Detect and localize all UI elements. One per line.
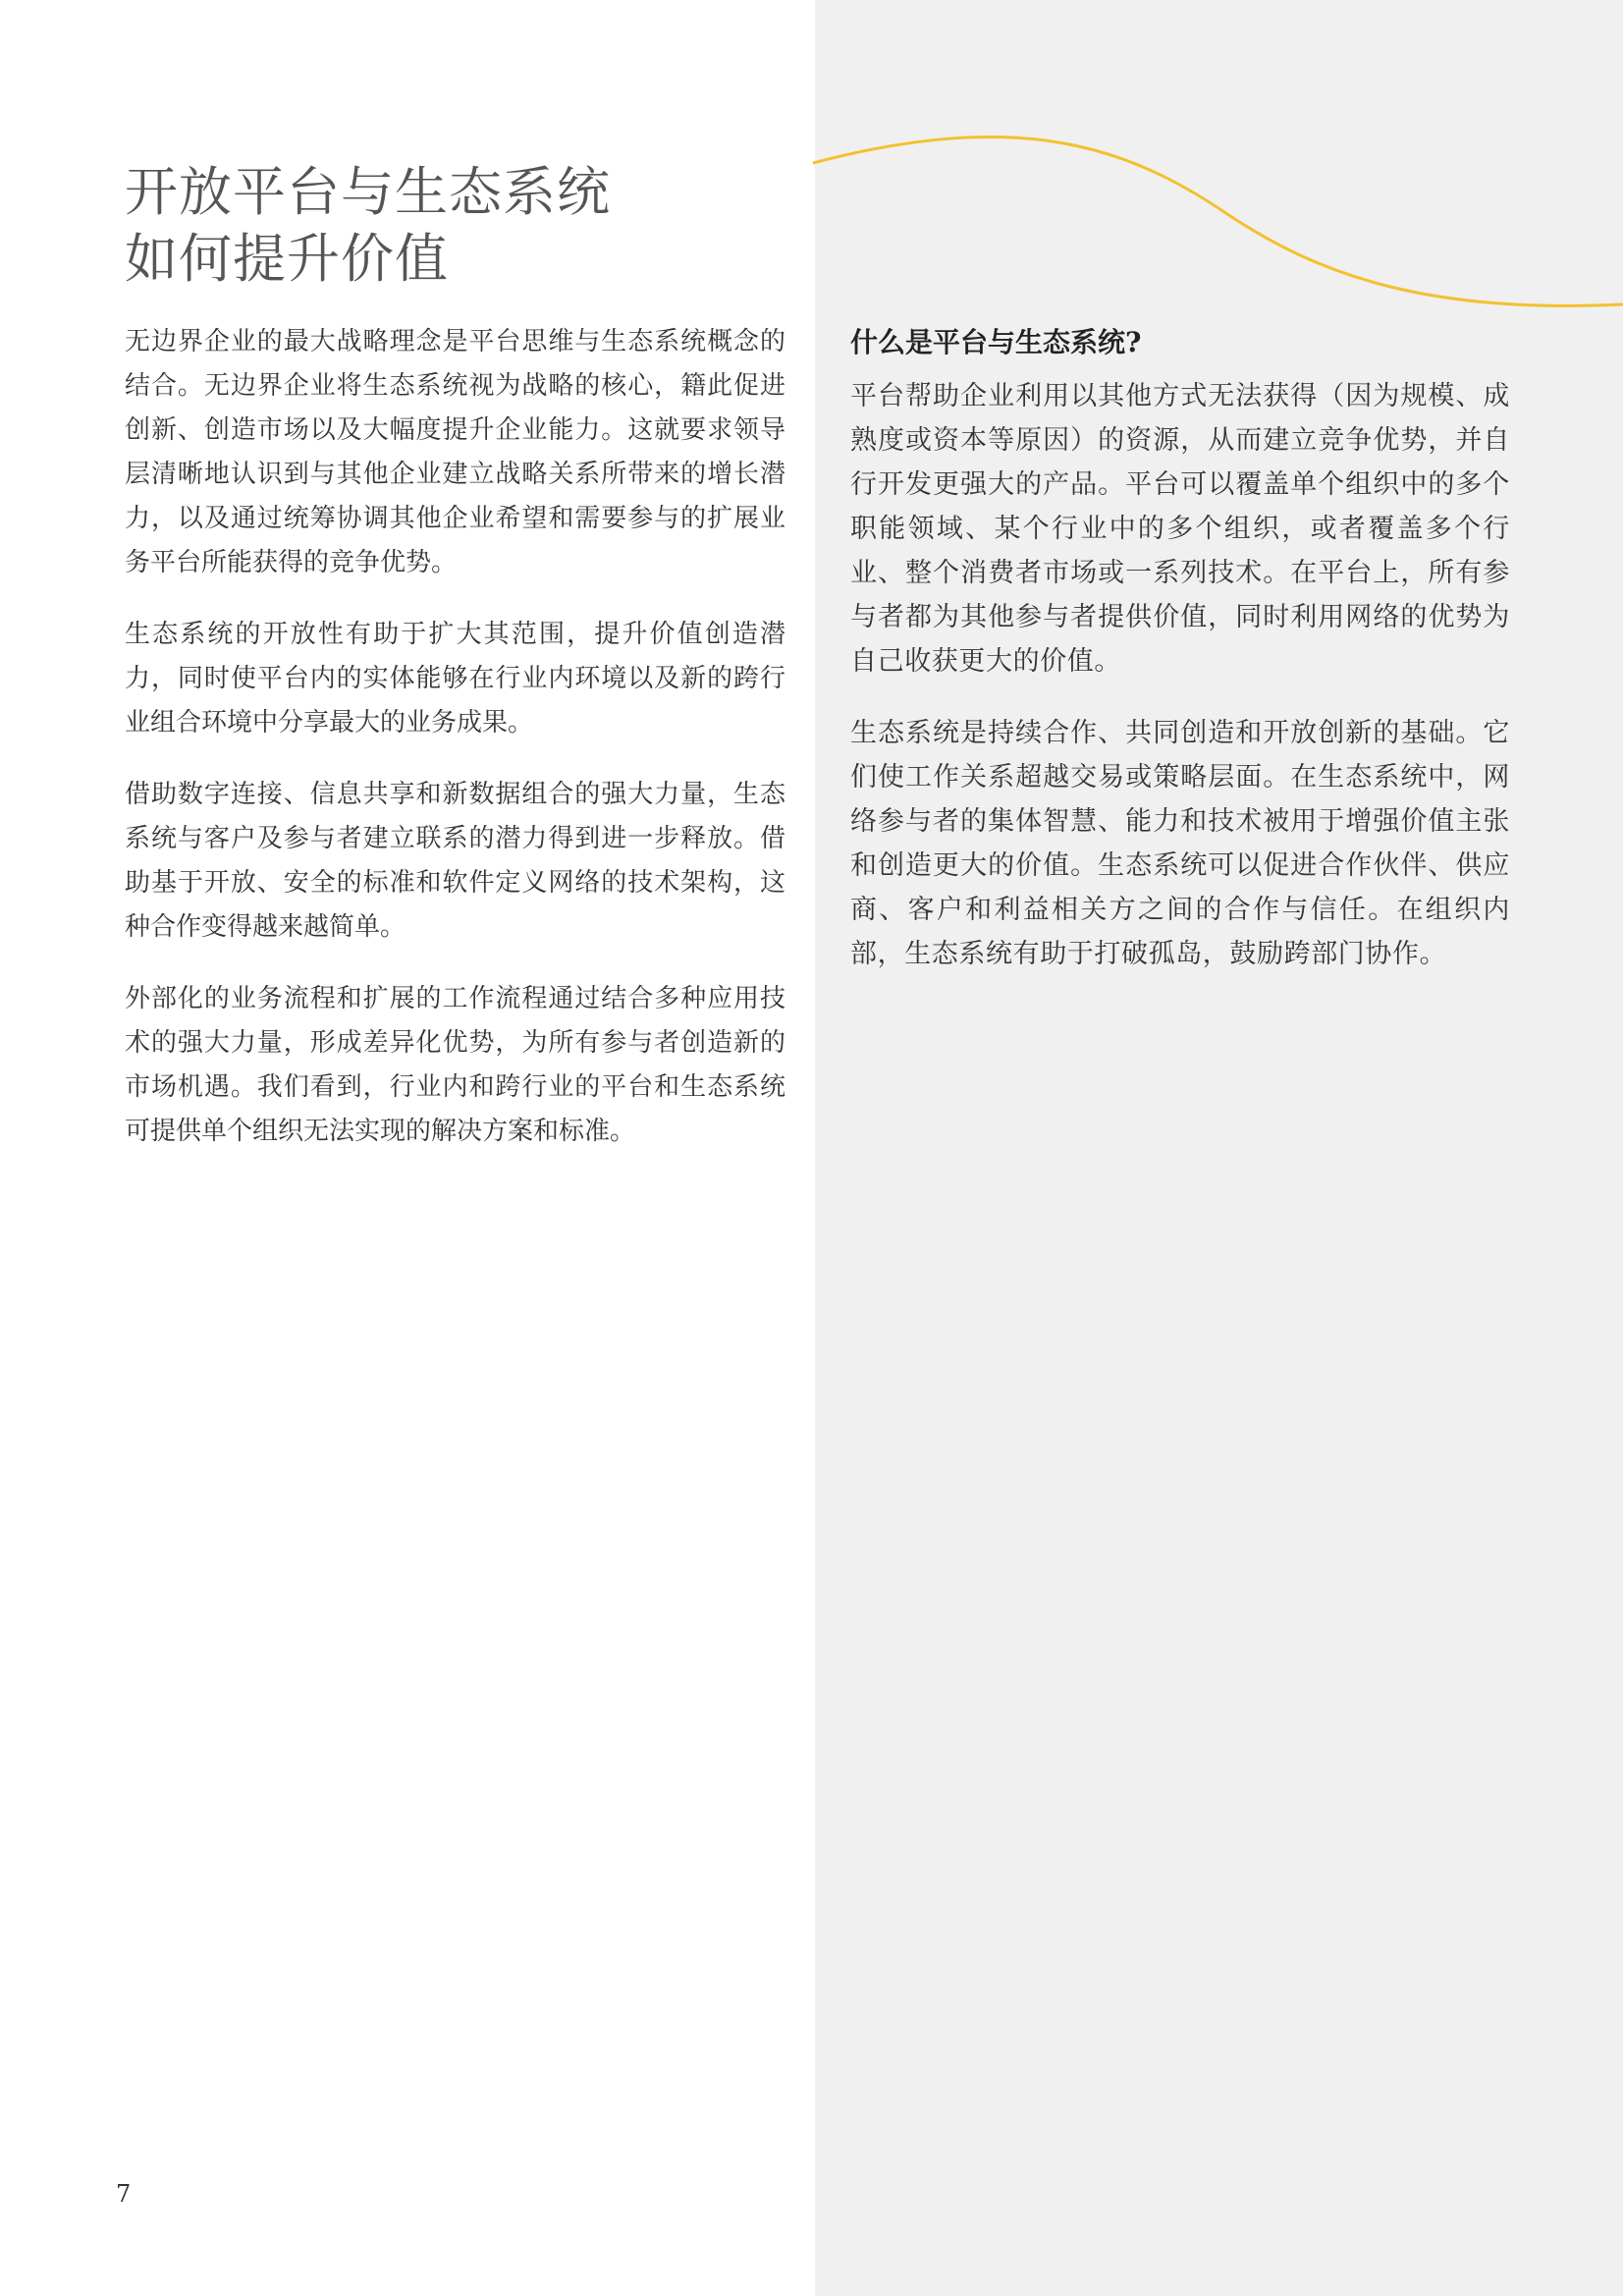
left-paragraph-3: 借助数字连接、信息共享和新数据组合的强大力量，生态系统与客户及参与者建立联系的潜力得到进一步释放。借助基于开放、安全的标准和软件定义网络的技术架构，这种合作变得越来越简单。 xyxy=(125,780,785,942)
left-paragraph-1: 无边界企业的最大战略理念是平台思维与生态系统概念的结合。无边界企业将生态系统视为战略的核心，籍此促进创新、创造市场以及大幅度提升企业能力。这就要求领导层清晰地认识到与其他企业建立战略关系所带来的增长潜力，以及通过统筹协调其他企业希望和需要参与的扩展业务平台所能获得的竞争优势。 xyxy=(125,327,785,577)
page-title-line-2: 如何提升价值 xyxy=(125,228,449,290)
decorative-wave-curve xyxy=(805,128,1623,324)
sidebar-paragraph-2: 生态系统是持续合作、共同创造和开放创新的基础。它们使工作关系超越交易或策略层面。在生态系统中，网络参与者的集体智慧、能力和技术被用于增强价值主张和创造更大的价值。生态系统可以促进合作伙伴、供应商、客户和利益相关方之间的合作与信任。在组织内部，生态系统有助于打破孤岛，鼓励跨部门协作。 xyxy=(850,718,1510,969)
left-paragraph-4: 外部化的业务流程和扩展的工作流程通过结合多种应用技术的强大力量，形成差异化优势，为所有参与者创造新的市场机遇。我们看到，行业内和跨行业的平台和生态系统可提供单个组织无法实现的解决方案和标准。 xyxy=(125,984,785,1146)
sidebar-heading: 什么是平台与生态系统? xyxy=(850,326,1142,358)
page-number: 7 xyxy=(116,2180,132,2208)
right-column-sidebar xyxy=(850,320,1510,1004)
left-paragraph-2: 生态系统的开放性有助于扩大其范围，提升价值创造潜力，同时使平台内的实体能够在行业内环境以及新的跨行业组合环境中分享最大的业务成果。 xyxy=(125,620,785,738)
left-column xyxy=(125,320,785,1181)
page-title-line-1: 开放平台与生态系统 xyxy=(125,161,611,223)
sidebar-paragraph-1: 平台帮助企业利用以其他方式无法获得（因为规模、成熟度或资本等原因）的资源，从而建立竞争优势，并自行开发更强大的产品。平台可以覆盖单个组织中的多个职能领域、某个行业中的多个组织，或者覆盖多个行业、整个消费者市场或一系列技术。在平台上，所有参与者都为其他参与者提供价值，同时利用网络的优势为自己收获更大的价值。 xyxy=(850,381,1510,677)
page-title xyxy=(125,159,792,293)
